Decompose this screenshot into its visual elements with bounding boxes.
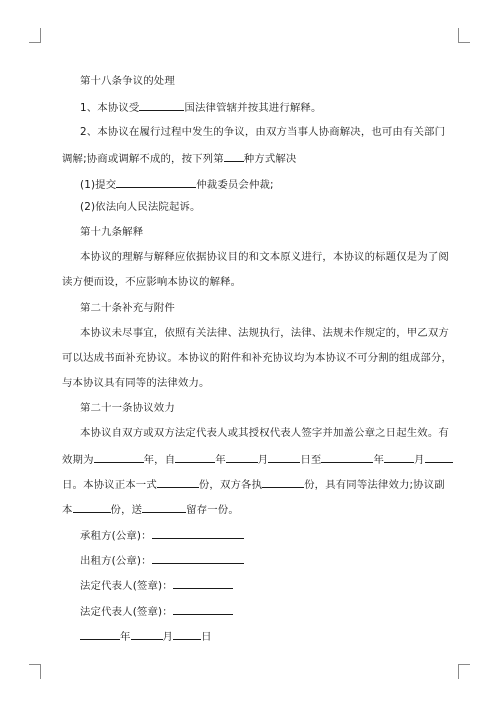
- article-18-option-2: (2)依法向人民法院起诉。: [80, 201, 201, 213]
- crop-mark-bottom-right: [458, 664, 470, 679]
- crop-mark-bottom-left: [29, 664, 41, 679]
- article-21-term-line: 效期为 年，自 年 月 日至 年 月: [62, 451, 453, 467]
- lessor-seal-blank[interactable]: [152, 552, 244, 564]
- end-day-blank[interactable]: [425, 451, 453, 463]
- sign-year-blank[interactable]: [80, 628, 120, 640]
- legal-rep-2-signature-line: 法定代表人(签章)：: [80, 603, 233, 619]
- lessor-signature-line: 出租方(公章)：: [80, 552, 244, 568]
- lessee-seal-blank[interactable]: [152, 527, 244, 539]
- country-blank[interactable]: [139, 99, 184, 111]
- legal-rep-2-blank[interactable]: [173, 603, 233, 615]
- term-years-blank[interactable]: [94, 451, 144, 463]
- article-20-text-line-1: 本协议未尽事宜，依照有关法律、法规执行，法律、法规未作规定的，甲乙双方: [80, 327, 449, 339]
- article-21-duplicate-line: 本 份，送 留存一份。: [62, 501, 239, 517]
- arbitration-commission-blank[interactable]: [116, 176, 196, 188]
- article-18-clause-2-line-2: 调解;协商或调解不成的，按下列第 种方式解决: [62, 150, 296, 166]
- article-20-text-line-3: 与本协议具有同等的法律效力。: [62, 377, 210, 389]
- article-20-text-line-2: 可以达成书面补充协议。本协议的附件和补充协议均为本协议不可分割的组成部分，: [62, 352, 452, 364]
- article-21-copies-line: 日。本协议正本一式 份，双方各执 份，具有同等法律效力;协议副: [62, 476, 445, 492]
- article-18-clause-1: 1、本协议受 国法律管辖并按其进行解释。: [80, 99, 322, 115]
- method-number-blank[interactable]: [224, 150, 244, 162]
- legal-rep-1-blank[interactable]: [173, 577, 233, 589]
- article-19-text-line-1: 本协议的理解与解释应依据协议目的和文本原义进行，本协议的标题仅是为了阅: [80, 251, 449, 263]
- original-copies-blank[interactable]: [157, 476, 199, 488]
- article-20-title: 第二十条补充与附件: [80, 302, 175, 314]
- copies-each-blank[interactable]: [262, 476, 304, 488]
- filing-recipient-blank[interactable]: [142, 501, 186, 513]
- sign-month-blank[interactable]: [131, 628, 163, 640]
- crop-mark-top-right: [458, 28, 470, 43]
- article-18-clause-2-line-1: 2、本协议在履行过程中发生的争议，由双方当事人协商解决，也可由有关部门: [80, 126, 446, 138]
- crop-mark-top-left: [29, 28, 41, 43]
- sign-day-blank[interactable]: [173, 628, 201, 640]
- end-year-blank[interactable]: [321, 451, 373, 463]
- start-month-blank[interactable]: [226, 451, 258, 463]
- article-21-text-line-1: 本协议自双方或双方法定代表人或其授权代表人签字并加盖公章之日起生效。有: [80, 427, 449, 439]
- article-21-title: 第二十一条协议效力: [80, 402, 175, 414]
- article-19-text-line-2: 读方便而设，不应影响本协议的解释。: [62, 276, 242, 288]
- lessee-signature-line: 承租方(公章)：: [80, 527, 244, 543]
- start-year-blank[interactable]: [175, 451, 215, 463]
- article-19-title: 第十九条解释: [80, 226, 144, 238]
- legal-rep-1-signature-line: 法定代表人(签章)：: [80, 577, 233, 593]
- article-18-option-1: (1)提交 仲裁委员会仲裁;: [80, 176, 274, 192]
- article-18-title: 第十八条争议的处理: [80, 75, 175, 87]
- signing-date-line: 年 月 日: [80, 628, 212, 644]
- end-month-blank[interactable]: [384, 451, 414, 463]
- duplicate-copies-blank[interactable]: [73, 501, 111, 513]
- start-day-blank[interactable]: [268, 451, 300, 463]
